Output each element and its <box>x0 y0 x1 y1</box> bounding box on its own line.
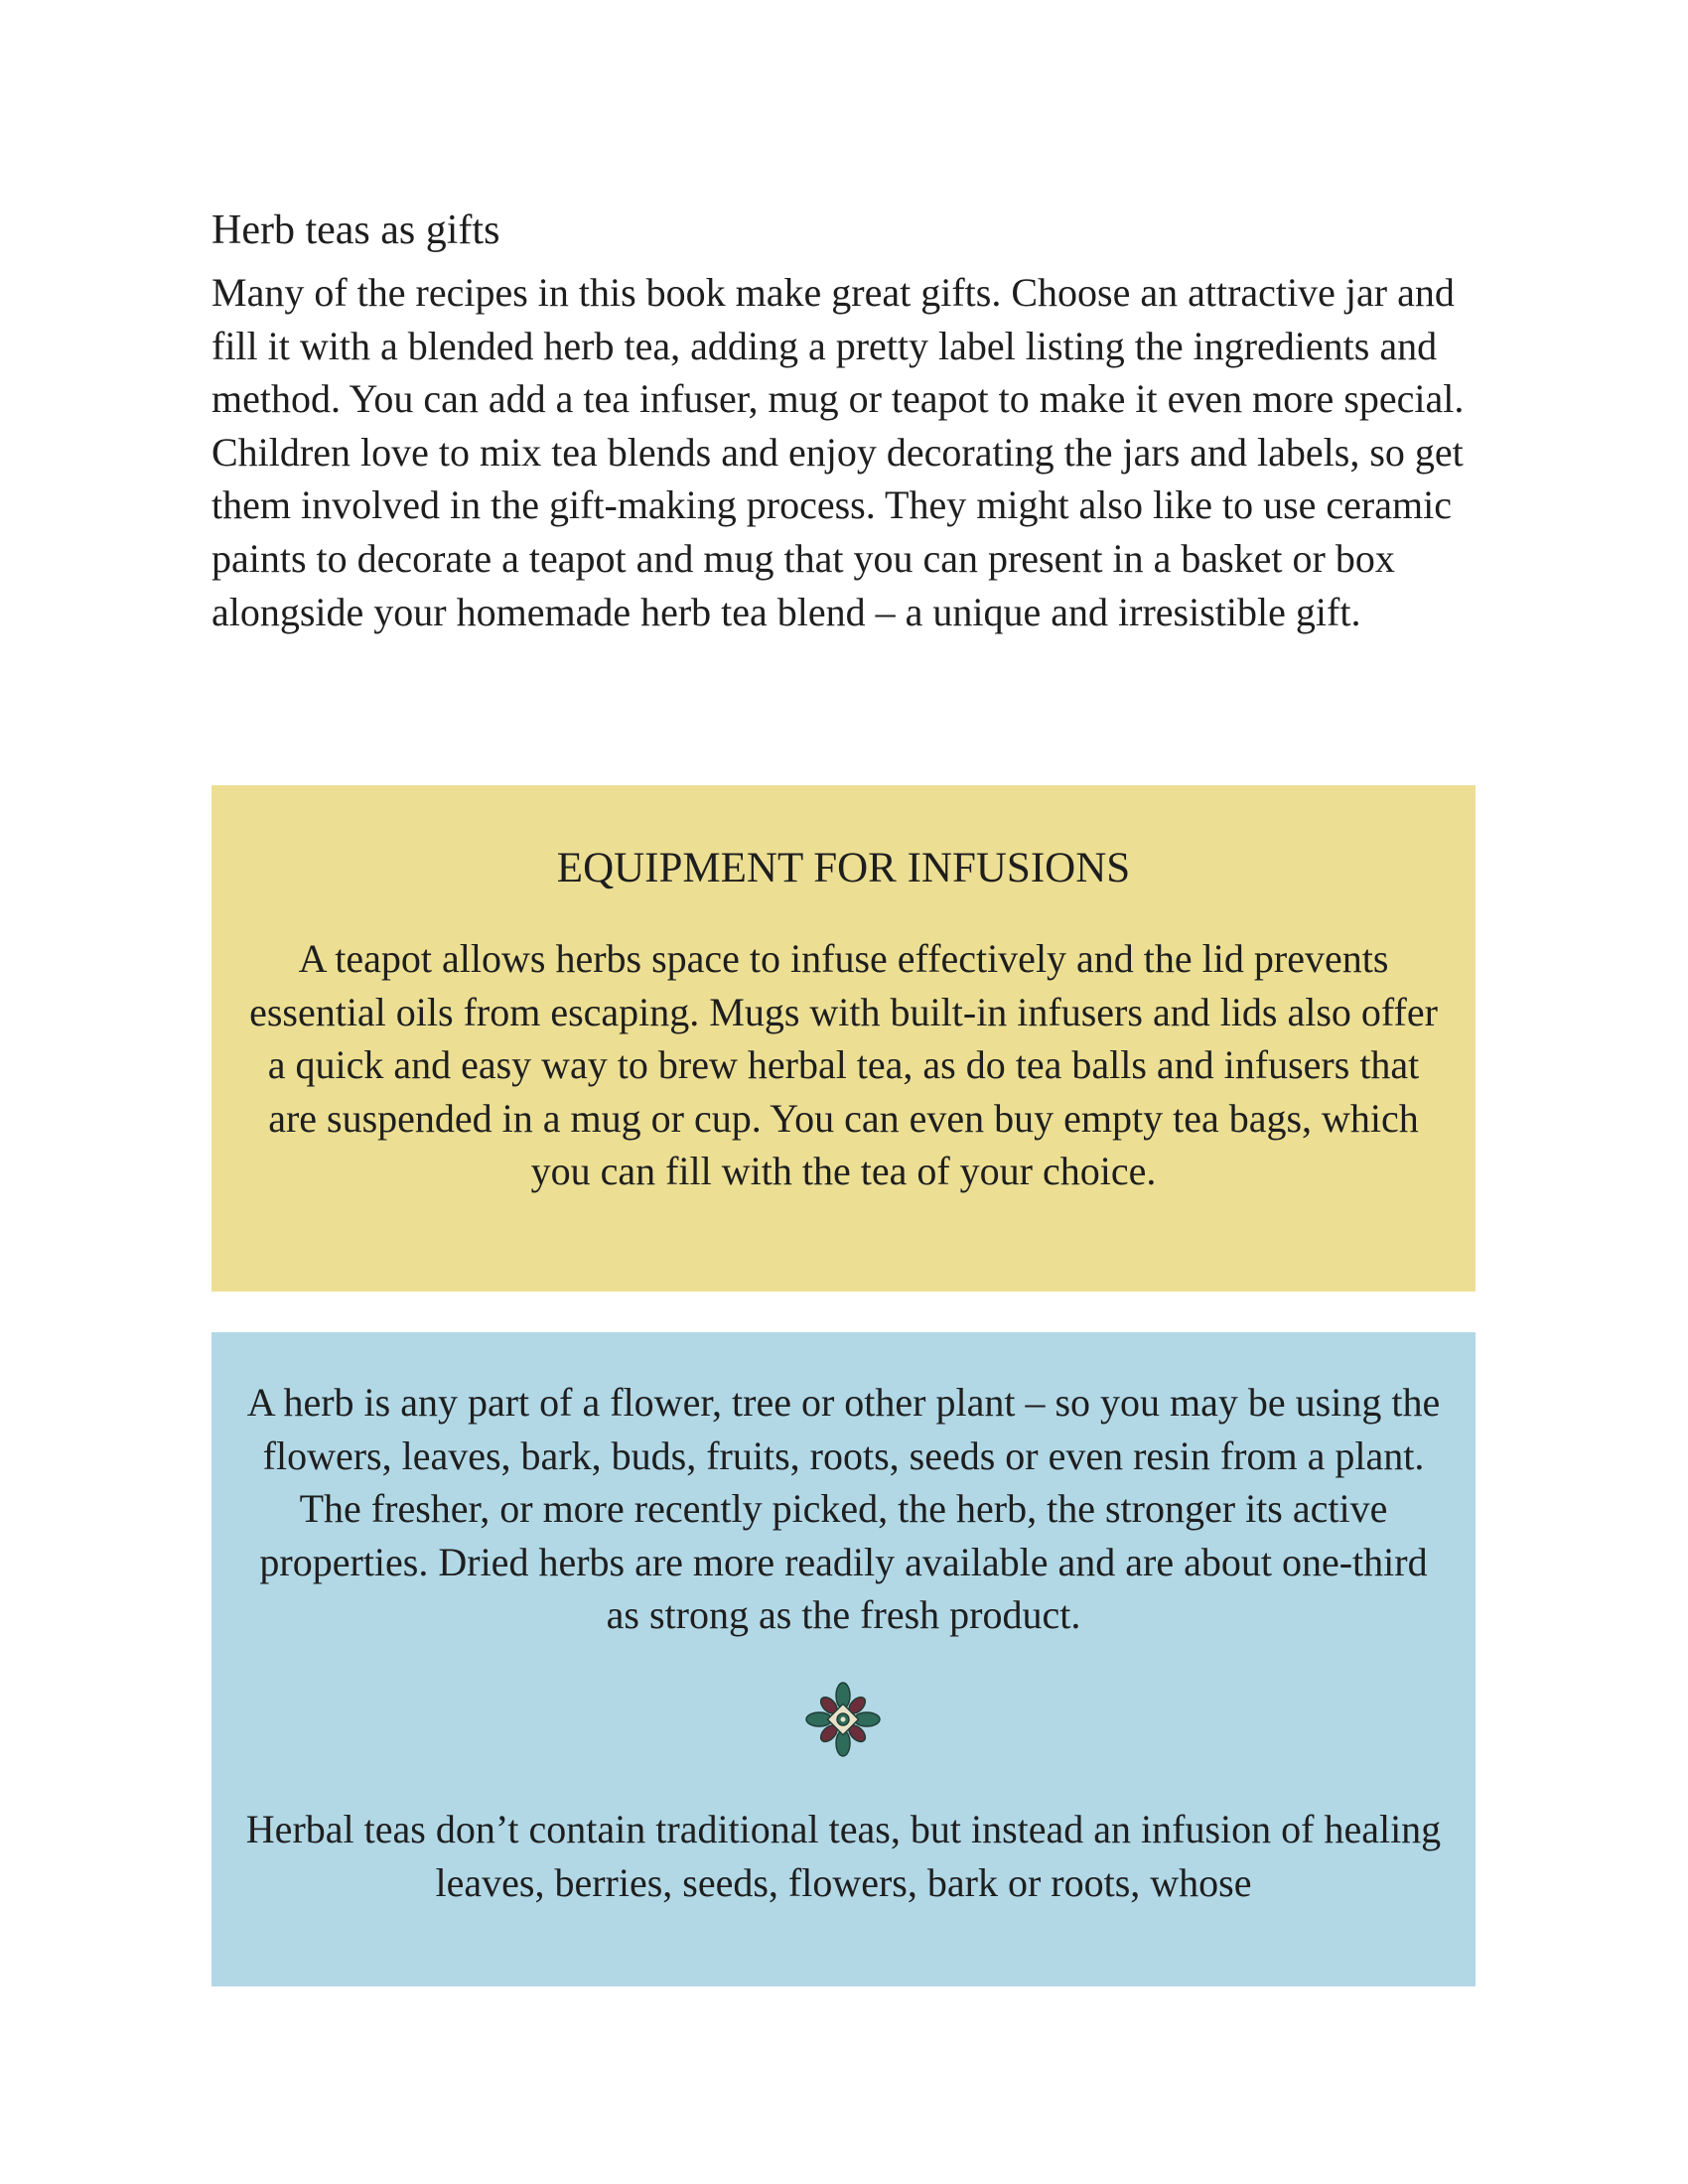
gifts-paragraph: Many of the recipes in this book make great gifts. Choose an attractive jar and fill it with a blended herb tea, adding a pretty label listing the ingredients and method. You can add a tea infuser, mug or teapot to make it even more special. Children love to mix tea blends and enjoy decorating the jars and labels, so get them involved in the gift-making process. They might also like to use ceramic paints to decorate a teapot and mug that you can present in a basket or box alongside your homemade herb tea blend – a unique and irresistible gift. <box>211 270 1465 634</box>
herb-definition-box <box>211 1332 1476 1986</box>
herbal-teas-text: Herbal teas don’t contain traditional teas, but instead an infusion of healing leaves, berries, seeds, flowers, bark or roots, whose <box>245 1807 1442 1905</box>
section-heading: Herb teas as gifts <box>211 207 500 253</box>
floral-ornament-icon <box>803 1680 883 1759</box>
equipment-callout-box <box>211 785 1476 1292</box>
equipment-text: A teapot allows herbs space to infuse effectively and the lid prevents essential oils from escaping. Mugs with built-in infusers and lids also offer a quick and easy way to brew herbal tea, as do tea balls and infusers that are suspended in a mug or cup. You can even buy empty tea bags, which you can fill with the tea of your choice. <box>249 936 1438 1194</box>
herb-definition-text: A herb is any part of a flower, tree or other plant – so you may be using the flowers, leaves, bark, buds, fruits, roots, seeds or even resin from a plant. The fresher, or more recently picked, the herb, the stronger its active properties. Dried herbs are more readily available and are about one-third as strong as the fresh product. <box>246 1380 1441 1638</box>
equipment-title: EQUIPMENT FOR INFUSIONS <box>556 845 1131 891</box>
